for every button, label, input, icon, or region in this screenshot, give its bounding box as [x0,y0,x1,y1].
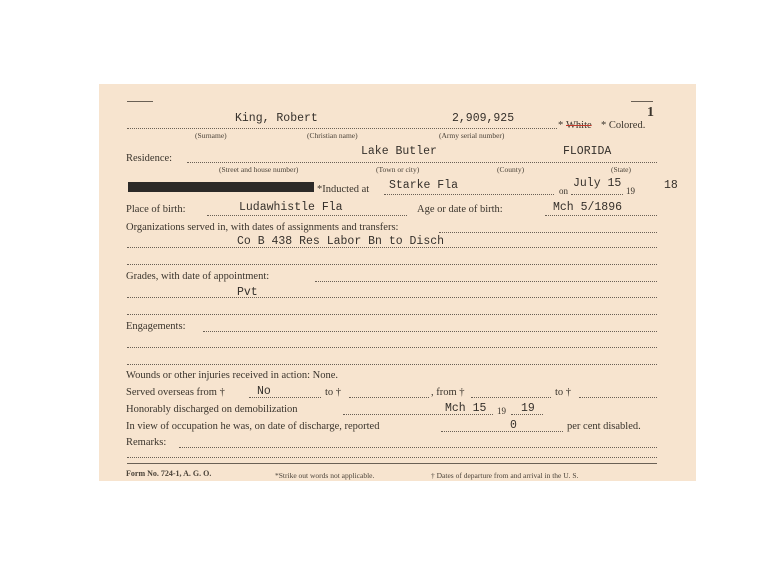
inducted-date: July 15 [573,177,622,190]
grades-line-1 [315,281,657,282]
grades-line-3 [127,314,657,315]
race-white: White [566,120,592,131]
birthplace-label: Place of birth: [126,204,186,215]
engagements-line-3 [127,364,657,365]
inducted-label: *Inducted at [317,184,370,195]
discharged-year-line [511,414,543,415]
disability-suffix: per cent disabled. [567,421,641,432]
service-record-card [99,84,696,481]
discharged-label: Honorably discharged on demobilization [126,404,298,415]
town-caption: (Town or city) [376,165,420,174]
race-asterisk: * [558,120,564,131]
overseas-value: No [257,385,271,398]
form-number: Form No. 724-1, A. G. O. [126,469,212,478]
footer-rule [127,463,657,464]
grades-label: Grades, with date of appointment: [126,271,270,282]
discharged-date: Mch 15 [445,402,487,415]
card-number: 1 [647,105,654,120]
footnote-dates: † Dates of departure from and arrival in the U. S. [431,471,579,480]
organizations-label: Organizations served in, with dates of assignments and transfers: [126,222,399,233]
street-caption: (Street and house number) [219,165,299,174]
inducted-year-prefix: 19 [626,186,635,196]
grades-line-2 [127,297,657,298]
discharged-year: 19 [521,402,535,415]
organizations-line-2 [127,247,657,248]
name-line [127,128,557,129]
christian-name-caption: (Christian name) [307,131,358,140]
residence-town: Lake Butler [361,145,437,158]
birthdate-line [545,215,657,216]
redacted-enlistment-text [128,182,314,192]
race-colored: * Colored. [601,120,646,131]
grades-value: Pvt [237,286,258,299]
engagements-line-2 [127,347,657,348]
engagements-line-1 [203,331,657,332]
birthdate-label: Age or date of birth: [417,204,503,215]
inducted-year: 18 [664,179,678,192]
serial-caption: (Army serial number) [439,131,505,140]
overseas-to2-label: to † [555,387,572,398]
overseas-to2-line [579,397,657,398]
overseas-label: Served overseas from † [126,387,225,398]
disability-label: In view of occupation he was, on date of discharge, reported [126,421,380,432]
state-caption: (State) [611,165,631,174]
on-label: on [559,186,568,196]
corner-mark-left [127,101,153,102]
county-caption: (County) [497,165,525,174]
overseas-from-line [249,397,321,398]
overseas-from2-label: , from † [431,387,465,398]
overseas-to-label: to † [325,387,342,398]
disability-line [441,431,563,432]
organizations-line-1 [439,232,657,233]
residence-line [187,162,657,163]
organizations-line-3 [127,264,657,265]
footnote-strike: *Strike out words not applicable. [275,471,375,480]
serial-value: 2,909,925 [452,112,515,125]
residence-state: FLORIDA [563,145,612,158]
disability-value: 0 [510,419,517,432]
birthplace-value: Ludawhistle Fla [239,201,343,214]
inducted-date-line [571,194,623,195]
surname-caption: (Surname) [195,131,227,140]
organizations-value: Co B 438 Res Labor Bn to Disch [237,235,445,248]
inducted-place: Starke Fla [389,179,459,192]
discharged-year-prefix: 19 [497,406,506,416]
birthplace-line [207,215,407,216]
wounds-label: Wounds or other injuries received in action: None. [126,370,339,381]
corner-mark-right [631,101,653,102]
engagements-label: Engagements: [126,321,186,332]
residence-label: Residence: [126,153,173,164]
overseas-to-line [349,397,429,398]
remarks-line-2 [127,457,657,458]
birthdate-value: Mch 5/1896 [553,201,623,214]
inducted-place-line [384,194,554,195]
overseas-from2-line [471,397,551,398]
name-value: King, Robert [235,112,318,125]
remarks-label: Remarks: [126,437,167,448]
remarks-line-1 [179,447,657,448]
